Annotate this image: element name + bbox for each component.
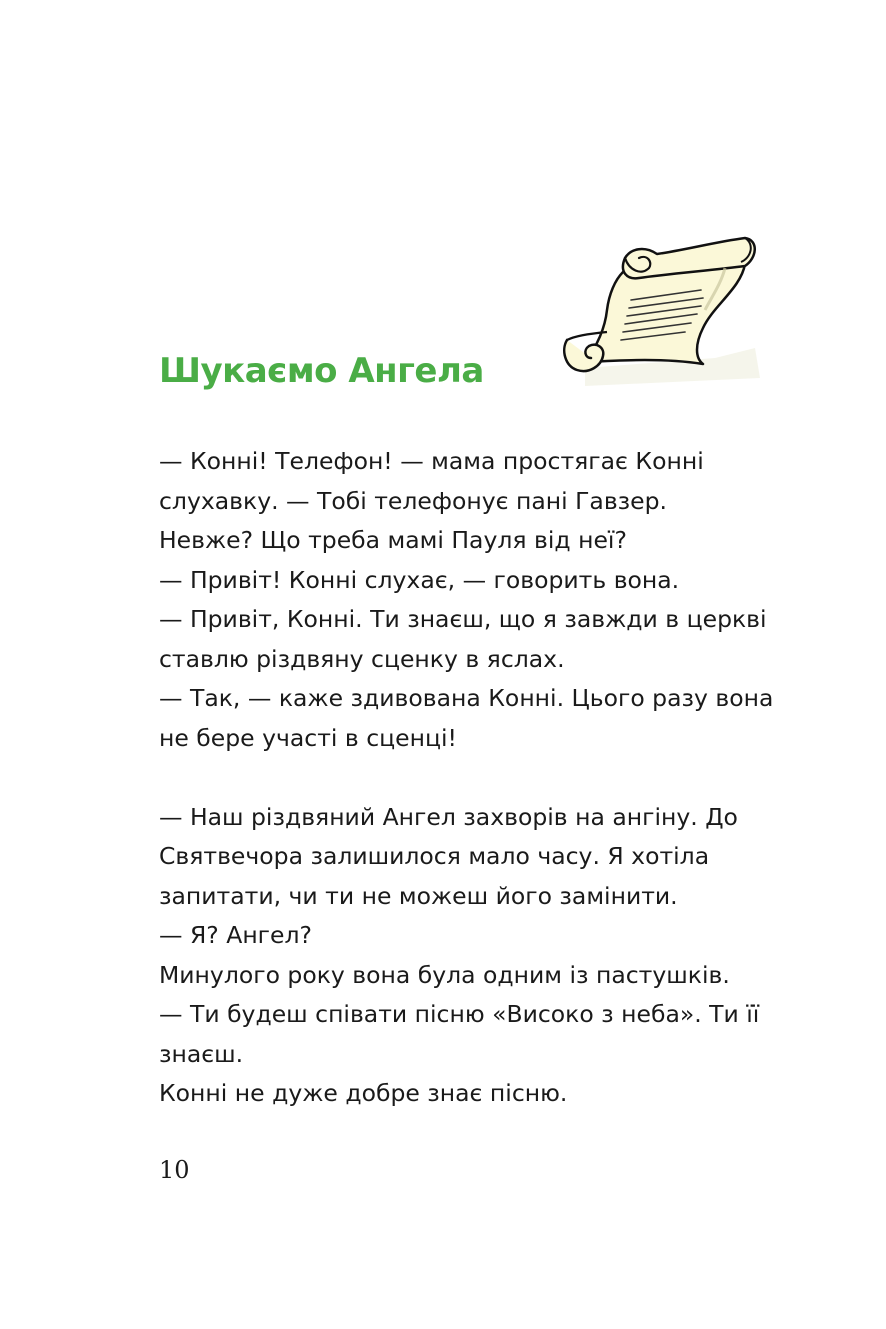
- text-line: — Наш різдвяний Ангел захворів на ангіну. До: [159, 802, 738, 831]
- chapter-title: Шукаємо Ангела: [159, 351, 484, 391]
- page-number: 10: [159, 1156, 190, 1184]
- scroll-bottom-curl: [564, 340, 603, 371]
- text-line: Святвечора залишилося мало часу. Я хотіла: [159, 842, 710, 870]
- text-line: не бере участі в сценці!: [159, 723, 457, 752]
- text-line: слухавку. — Тобі телефонує пані Гавзер.: [159, 486, 668, 515]
- text-line: — Конні! Телефон! — мама простягає Конні: [159, 447, 704, 475]
- text-line: — Привіт, Конні. Ти знаєш, що я завжди в церкві: [159, 605, 767, 633]
- text-line: Конні не дуже добре знає пісню.: [159, 1079, 568, 1107]
- text-line: Невже? Що треба мамі Пауля від неї?: [159, 526, 627, 554]
- text-line: — Привіт! Конні слухає, — говорить вона.: [159, 565, 680, 594]
- text-line: Минулого року вона була одним із пастушків.: [159, 960, 730, 989]
- paragraph-gap: [159, 758, 779, 798]
- body-text: [159, 442, 779, 1114]
- paragraph: [159, 798, 779, 1114]
- scroll-illustration: [545, 228, 767, 388]
- text-line: — Так, — каже здивована Конні. Цього разу вона: [159, 684, 774, 712]
- text-line: знаєш.: [159, 1039, 244, 1068]
- paragraph: [159, 442, 779, 758]
- text-line: — Ти будеш співати пісню «Високо з неба». Ти її: [159, 1000, 760, 1028]
- text-line: — Я? Ангел?: [159, 921, 312, 949]
- text-line: запитати, чи ти не можеш його замінити.: [159, 881, 678, 910]
- text-line: ставлю різдвяну сценку в яслах.: [159, 644, 565, 673]
